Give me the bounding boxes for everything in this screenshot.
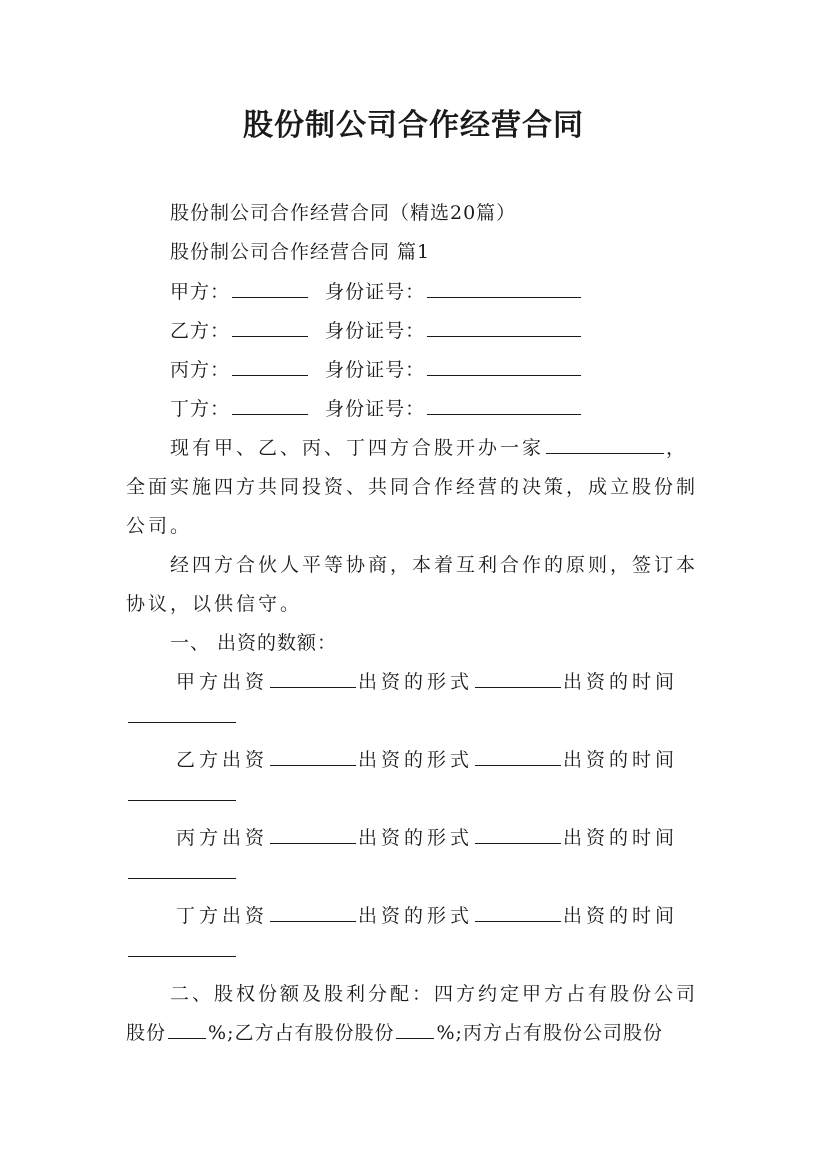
party-label: 乙方： [170,320,231,342]
para2-line1: 经四方合伙人平等协商，本着互利合作的原则，签订本 [170,554,699,576]
party-label: 甲方： [170,281,231,303]
para1-line2: 全面实施四方共同投资、共同合作经营的决策，成立股份制 [126,476,699,498]
name-blank [232,359,308,376]
id-label: 身份证号： [325,359,426,381]
contribution-form: 出资的形式 [358,827,474,849]
party-label: 丙方： [170,359,231,381]
share-blank-yi [396,1022,434,1039]
form-blank [475,827,561,844]
share-label: %;乙方占有股份股份 [208,1022,395,1044]
contribution-party: 丁方出资 [176,905,269,927]
contribution-row-bing [176,823,678,850]
id-blank [427,320,581,337]
name-blank [232,281,308,298]
document-subtitle: 股份制公司合作经营合同（精选20篇） [170,202,517,224]
party-label: 丁方： [170,398,231,420]
contribution-time: 出资的时间 [563,671,679,693]
para1-line1 [170,433,688,460]
contribution-form: 出资的形式 [358,905,474,927]
form-blank [475,905,561,922]
name-blank [232,320,308,337]
section2-line1: 二、股权份额及股利分配：四方约定甲方占有股份公司 [170,983,699,1005]
form-blank [475,671,561,688]
time-blank [128,706,236,723]
contribution-party: 乙方出资 [176,749,269,771]
para1-comma: ， [666,437,689,459]
contribution-row-ding [176,901,678,928]
form-blank [475,749,561,766]
contribution-time-line [126,706,238,728]
company-name-blank [546,437,664,454]
share-blank-jia [168,1022,206,1039]
contribution-time-line [126,784,238,806]
contribution-time: 出资的时间 [563,827,679,849]
party-row-bing [170,355,583,382]
name-blank [232,398,308,415]
id-label: 身份证号： [325,281,426,303]
party-row-yi [170,316,583,343]
contribution-row-yi [176,745,678,772]
contribution-form: 出资的形式 [358,749,474,771]
contribution-party: 丙方出资 [176,827,269,849]
contribution-time: 出资的时间 [563,749,679,771]
contribution-party: 甲方出资 [176,671,269,693]
id-label: 身份证号： [325,320,426,342]
time-blank [128,784,236,801]
contribution-time-line [126,862,238,884]
id-blank [427,281,581,298]
id-blank [427,398,581,415]
amount-blank [270,905,356,922]
contribution-row-jia [176,667,678,694]
para1-text: 现有甲、乙、丙、丁四方合股开办一家 [170,437,545,459]
party-row-jia [170,277,583,304]
contribution-form: 出资的形式 [358,671,474,693]
id-blank [427,359,581,376]
share-label: %;丙方占有股份公司股份 [436,1022,663,1044]
section-heading: 股份制公司合作经营合同 篇1 [170,241,431,263]
share-label: 股份 [126,1022,167,1044]
contribution-time-line [126,940,238,962]
para2-line2: 协议，以供信守。 [126,593,303,615]
contribution-time: 出资的时间 [563,905,679,927]
document-title: 股份制公司合作经营合同 [243,108,584,143]
section2-line2 [126,1018,663,1045]
time-blank [128,862,236,879]
amount-blank [270,827,356,844]
para1-line3: 公司。 [126,515,193,537]
party-row-ding [170,394,583,421]
time-blank [128,940,236,957]
id-label: 身份证号： [325,398,426,420]
amount-blank [270,749,356,766]
section1-heading: 一、 出资的数额： [170,632,338,654]
amount-blank [270,671,356,688]
